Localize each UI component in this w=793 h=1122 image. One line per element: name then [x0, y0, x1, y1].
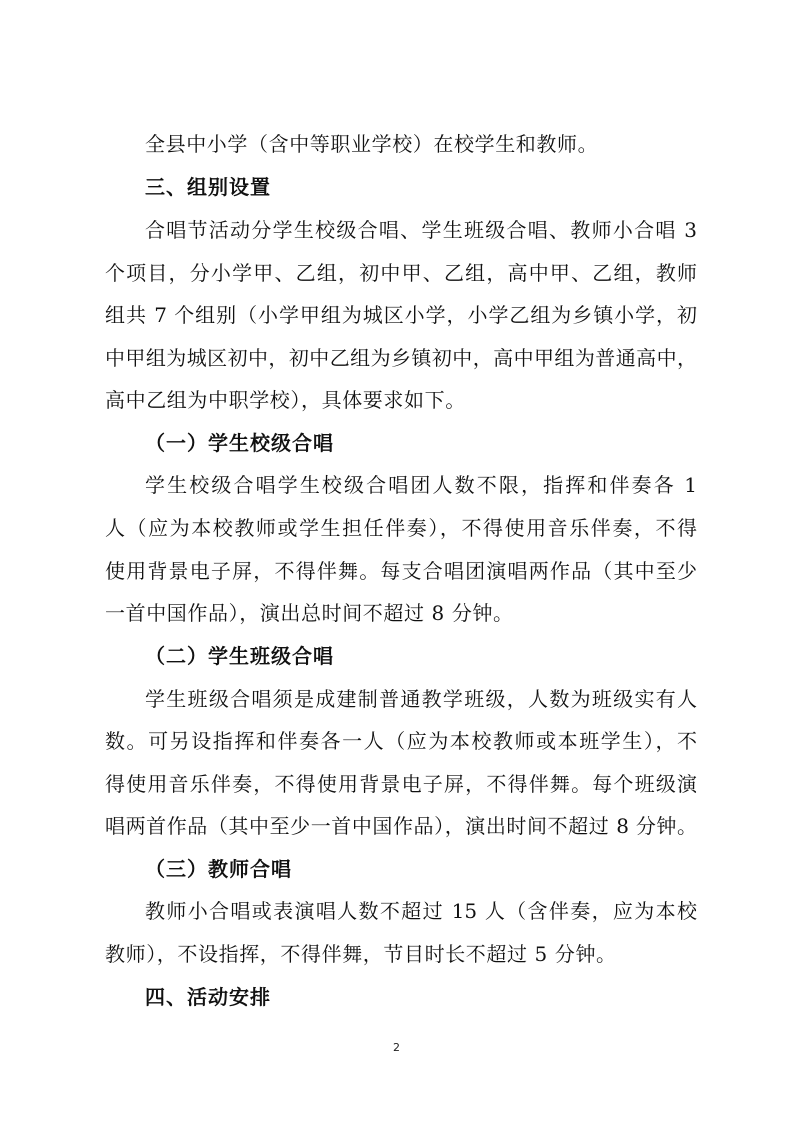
paragraph-line: 教师小合唱或表演唱人数不超过 15 人（含伴奏，应为本校	[145, 899, 697, 923]
paragraph-line: 得使用音乐伴奏，不得使用背景电子屏，不得伴舞。每个班级演	[105, 772, 697, 796]
page-number: 2	[393, 1041, 400, 1054]
subheading-3: （三）教师合唱	[145, 857, 292, 881]
paragraph-line: 学生班级合唱须是成建制普通教学班级，人数为班级实有人	[145, 687, 697, 711]
paragraph-line: 学生校级合唱学生校级合唱团人数不限，指挥和伴奏各 1	[145, 473, 697, 497]
paragraph-line: 高中乙组为中职学校），具体要求如下。	[105, 388, 466, 412]
paragraph-line: 个项目，分小学甲、乙组，初中甲、乙组，高中甲、乙组，教师	[105, 261, 697, 285]
paragraph-line: 人（应为本校教师或学生担任伴奏），不得使用音乐伴奏，不得	[105, 516, 697, 540]
paragraph-line: 一首中国作品），演出总时间不超过 8 分钟。	[105, 601, 514, 625]
subheading-2: （二）学生班级合唱	[145, 644, 334, 668]
paragraph-line: 中甲组为城区初中，初中乙组为乡镇初中，高中甲组为普通高中，	[105, 346, 697, 370]
paragraph-line: 教师），不设指挥，不得伴舞，节目时长不超过 5 分钟。	[105, 942, 617, 966]
section-heading-4: 四、活动安排	[145, 985, 271, 1009]
intro-line: 全县中小学（含中等职业学校）在校学生和教师。	[145, 132, 599, 156]
paragraph-line: 组共 7 个组别（小学甲组为城区小学，小学乙组为乡镇小学，初	[105, 303, 697, 327]
paragraph-line: 使用背景电子屏，不得伴舞。每支合唱团演唱两作品（其中至少	[105, 559, 697, 583]
section-heading-3: 三、组别设置	[145, 175, 271, 199]
paragraph-line: 合唱节活动分学生校级合唱、学生班级合唱、教师小合唱 3	[145, 218, 697, 242]
paragraph-line: 数。可另设指挥和伴奏各一人（应为本校教师或本班学生），不	[105, 729, 697, 753]
paragraph-line: 唱两首作品（其中至少一首中国作品），演出时间不超过 8 分钟。	[105, 814, 697, 838]
subheading-1: （一）学生校级合唱	[145, 431, 334, 455]
